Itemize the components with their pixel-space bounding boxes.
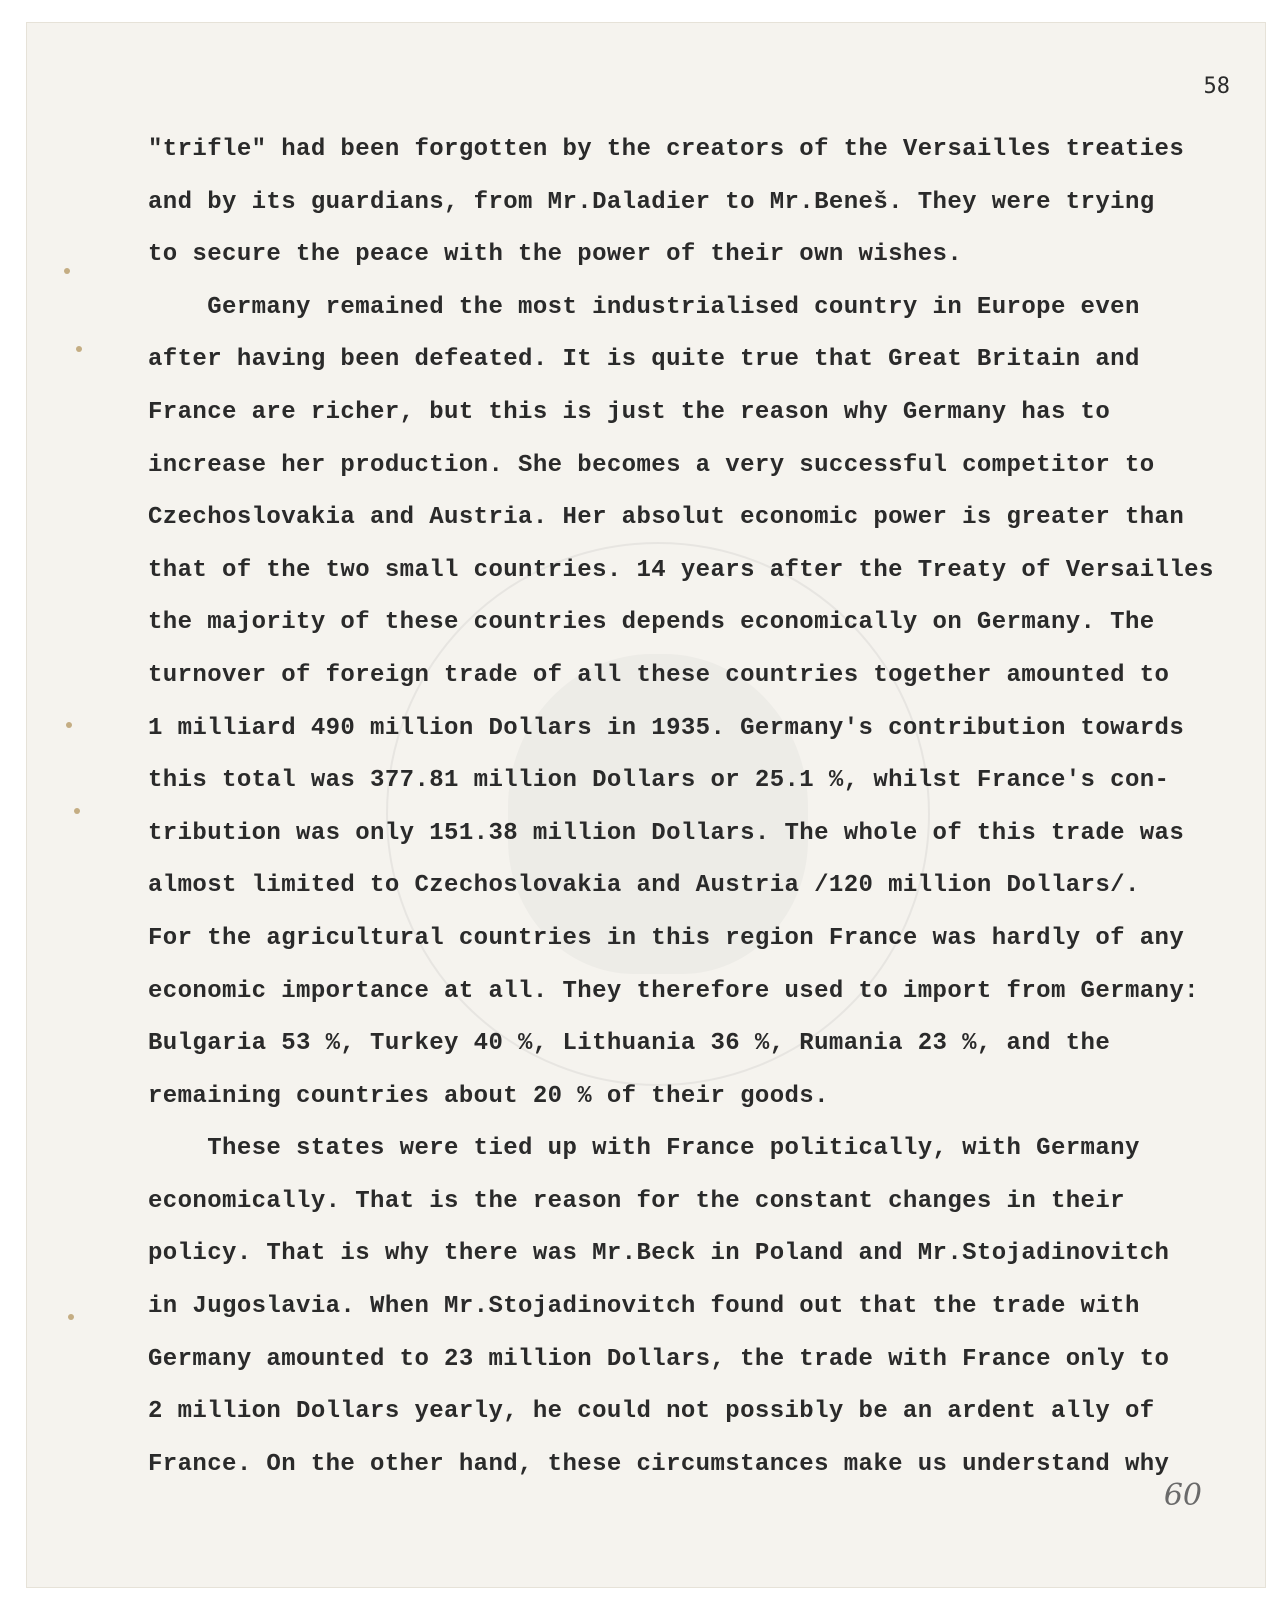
margin-mark [68, 1314, 74, 1320]
text-line: tribution was only 151.38 million Dollars. The whole of this trade was [148, 819, 1185, 847]
text-line: Germany amounted to 23 million Dollars, the trade with France only to [148, 1345, 1170, 1373]
margin-mark [76, 346, 82, 352]
margin-mark [66, 722, 72, 728]
text-line: and by its guardians, from Mr.Daladier to Mr.Beneš. They were trying [148, 188, 1155, 216]
text-line: increase her production. She becomes a very successful competitor to [148, 451, 1155, 479]
text-line: 1 milliard 490 million Dollars in 1935. Germany's contribution towards [148, 714, 1185, 742]
document-page [26, 22, 1266, 1588]
text-line: this total was 377.81 million Dollars or 25.1 %, whilst France's con- [148, 767, 1170, 795]
text-line: after having been defeated. It is quite true that Great Britain and [148, 346, 1140, 374]
text-line: economic importance at all. They therefore used to import from Germany: [148, 977, 1199, 1005]
page-number: 58 [1203, 74, 1230, 99]
text-line: France. On the other hand, these circumstances make us understand why [148, 1450, 1170, 1478]
text-line: that of the two small countries. 14 years after the Treaty of Versailles [148, 556, 1214, 584]
text-line: Czechoslovakia and Austria. Her absolut economic power is greater than [148, 504, 1185, 532]
text-line: to secure the peace with the power of their own wishes. [148, 241, 963, 269]
text-line: France are richer, but this is just the reason why Germany has to [148, 398, 1111, 426]
text-line: the majority of these countries depends economically on Germany. The [148, 609, 1155, 637]
body-text [148, 124, 1248, 1491]
text-line: "trifle" had been forgotten by the creators of the Versailles treaties [148, 136, 1185, 163]
margin-mark [74, 808, 80, 814]
text-line: policy. That is why there was Mr.Beck in Poland and Mr.Stojadinovitch [148, 1240, 1170, 1268]
text-line: economically. That is the reason for the constant changes in their [148, 1187, 1125, 1215]
text-line: Bulgaria 53 %, Turkey 40 %, Lithuania 36 %, Rumania 23 %, and the [148, 1030, 1111, 1058]
text-line: remaining countries about 20 % of their goods. [148, 1082, 829, 1110]
text-line: turnover of foreign trade of all these countries together amounted to [148, 661, 1170, 689]
handwritten-folio-number: 60 [1163, 1478, 1202, 1513]
text-line: in Jugoslavia. When Mr.Stojadinovitch found out that the trade with [148, 1293, 1140, 1321]
margin-mark [64, 268, 70, 274]
text-line: 2 million Dollars yearly, he could not possibly be an ardent ally of [148, 1398, 1155, 1426]
text-line: For the agricultural countries in this region France was hardly of any [148, 924, 1185, 952]
text-line: almost limited to Czechoslovakia and Austria /120 million Dollars/. [148, 872, 1140, 900]
text-line: These states were tied up with France politically, with Germany [148, 1135, 1140, 1163]
text-line: Germany remained the most industrialised country in Europe even [148, 293, 1140, 321]
